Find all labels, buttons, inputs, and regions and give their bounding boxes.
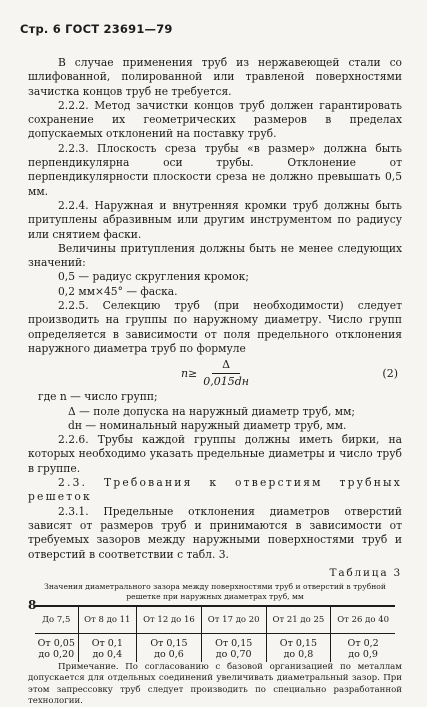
table-label: Таблица 3 [329, 566, 402, 579]
table-header-cell: От 8 до 11 [78, 606, 137, 634]
formula-lhs: n≥ [180, 366, 198, 380]
paragraph: 2.2.6. Трубы каждой группы должны иметь бирки, на которых необходимо указать предельные диаметры и число труб в группе. [28, 433, 402, 475]
table-cell: От 0,15 до 0,6 [137, 634, 202, 663]
formula [28, 357, 402, 390]
table-header-cell: До 7,5 [35, 606, 78, 634]
table-note: Примечание. По согласованию с базовой организацией по металлам допускается для отдельных соединений увеличивать диаметральный зазор. При этом запрессовку труб следует производить по специально разработанной технологии. [28, 662, 402, 706]
page-number: 8 [28, 598, 37, 612]
paragraph: 2.2.5. Селекцию труб (при необходимости) следует производить на группы по наружному диаметру. Число групп определяется в зависимости от поля предельного отклонения наружного диаметра труб по формуле [28, 299, 402, 355]
paragraph: 2.2.4. Наружная и внутренняя кромки труб должны быть притуплены абразивным или другим инструментом по радиусу или снятием фаски. [28, 198, 402, 241]
table-header-cell: От 21 до 25 [266, 606, 331, 634]
formula-fraction [203, 358, 249, 390]
table-header-row [35, 606, 395, 634]
table-cell: От 0,1 до 0,4 [78, 634, 137, 663]
page-header: Стр. 6 ГОСТ 23691—79 [20, 22, 173, 36]
paragraph: 2.2.2. Метод зачистки концов труб должен гарантировать сохранение их геометрических размеров в пределах допускаемых отклонений на поставку труб. [28, 98, 402, 141]
paragraph: 0,5 — радиус скругления кромок; [58, 270, 249, 284]
table-header-cell: От 17 до 20 [201, 606, 266, 634]
formula-definitions [28, 390, 402, 433]
table-cell: От 0,05 до 0,20 [35, 634, 78, 663]
table-header-cell: От 12 до 16 [137, 606, 202, 634]
table-cell: От 0,15 до 0,8 [266, 634, 331, 663]
table-row [35, 634, 395, 663]
definition: dн — номинальный наружный диаметр труб, мм. [68, 418, 347, 432]
table-cell: От 0,15 до 0,70 [201, 634, 266, 663]
section-heading: 2.3. Требования к отверстиям трубных решеток [28, 476, 402, 504]
paragraph: 2.3.1. Предельные отклонения диаметров отверстий зависят от размеров труб и принимаются в зависимости от требуемых зазоров между наружными поверхностями труб и отверстий в соответствии с табл. 3. [28, 504, 402, 561]
table-caption: Значения диаметрального зазора между поверхностями труб и отверстий в трубной решетке при наружных диаметрах труб, мм [44, 582, 386, 601]
paragraph: 0,2 мм×45° — фаска. [58, 284, 178, 298]
paragraph: 2.2.3. Плоскость среза трубы «в размер» должна быть перпендикулярна оси трубы. Отклонение от перпендикулярности плоскости среза не должно превышать 0,5 мм. [28, 141, 402, 198]
equation-number: (2) [382, 366, 398, 380]
paragraph: Величины притупления должны быть не менее следующих значений: [28, 241, 402, 270]
definition: где n — число групп; [38, 390, 158, 404]
table-header-cell: От 26 до 40 [331, 606, 395, 634]
formula-numerator: Δ [212, 358, 240, 374]
table-cell: От 0,2 до 0,9 [331, 634, 395, 663]
formula-denominator: 0,015dн [203, 375, 250, 389]
definition: Δ — поле допуска на наружный диаметр труб, мм; [68, 404, 355, 418]
paragraph: В случае применения труб из нержавеющей стали со шлифованной, полированной или травленой поверхностями зачистка концов труб не требуется. [28, 56, 402, 98]
body-text [28, 56, 402, 707]
